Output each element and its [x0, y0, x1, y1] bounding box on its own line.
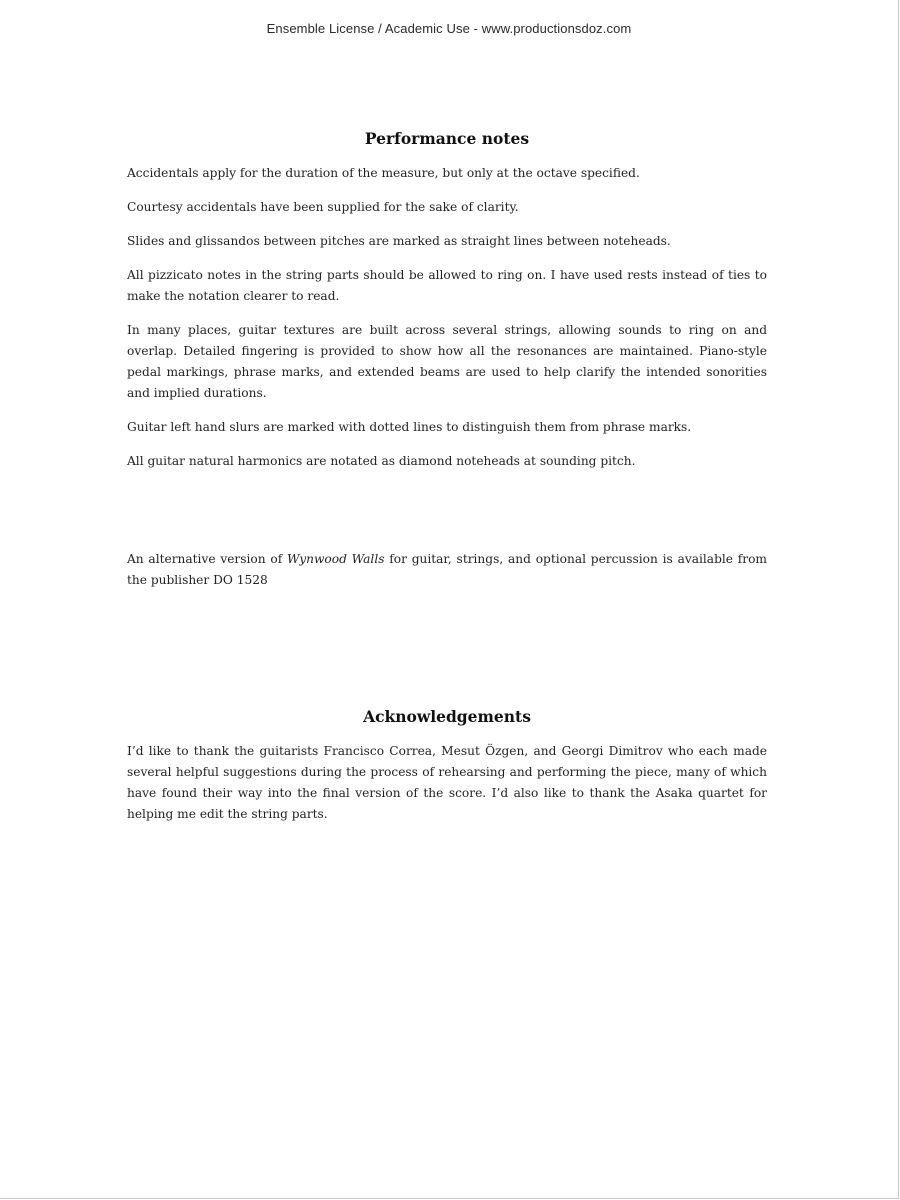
alternative-version-note — [127, 549, 767, 591]
note-paragraph: Accidentals apply for the duration of the measure, but only at the octave specified. — [127, 166, 640, 180]
note-paragraph: All guitar natural harmonics are notated as diamond noteheads at sounding pitch. — [127, 454, 636, 468]
alt-version-prefix: An alternative version of — [127, 552, 287, 566]
note-paragraph: All pizzicato notes in the string parts should be allowed to ring on. I have used rests instead of ties to make the notation clearer to read. — [127, 268, 767, 303]
note-paragraph: Slides and glissandos between pitches are marked as straight lines between noteheads. — [127, 234, 671, 248]
license-header: Ensemble License / Academic Use - www.productionsdoz.com — [266, 21, 632, 36]
document-body — [127, 128, 767, 838]
piece-title: Wynwood Walls — [287, 552, 385, 566]
alt-version-suffix: for guitar, strings, and optional percussion is available from the publisher DO 1528 — [127, 552, 767, 587]
note-paragraph: In many places, guitar textures are built across several strings, allowing sounds to ring on and overlap. Detailed fingering is provided to show how all the resonances are maintained. Piano-style pedal markings, phrase marks, and extended beams are used to help clarify the intended sonorities and implied durations. — [127, 323, 767, 400]
performance-notes-title: Performance notes — [364, 129, 530, 148]
acknowledgements-text: I’d like to thank the guitarists Francisco Correa, Mesut Özgen, and Georgi Dimitrov who each made several helpful suggestions during the process of rehearsing and performing the piece, many of which have found their way into the final version of the score. I’d also like to thank the Asaka quartet for helping me edit the string parts. — [127, 744, 767, 821]
note-paragraph: Courtesy accidentals have been supplied for the sake of clarity. — [127, 200, 519, 214]
note-paragraph: Guitar left hand slurs are marked with dotted lines to distinguish them from phrase marks. — [127, 420, 692, 434]
acknowledgements-title: Acknowledgements — [363, 707, 531, 726]
